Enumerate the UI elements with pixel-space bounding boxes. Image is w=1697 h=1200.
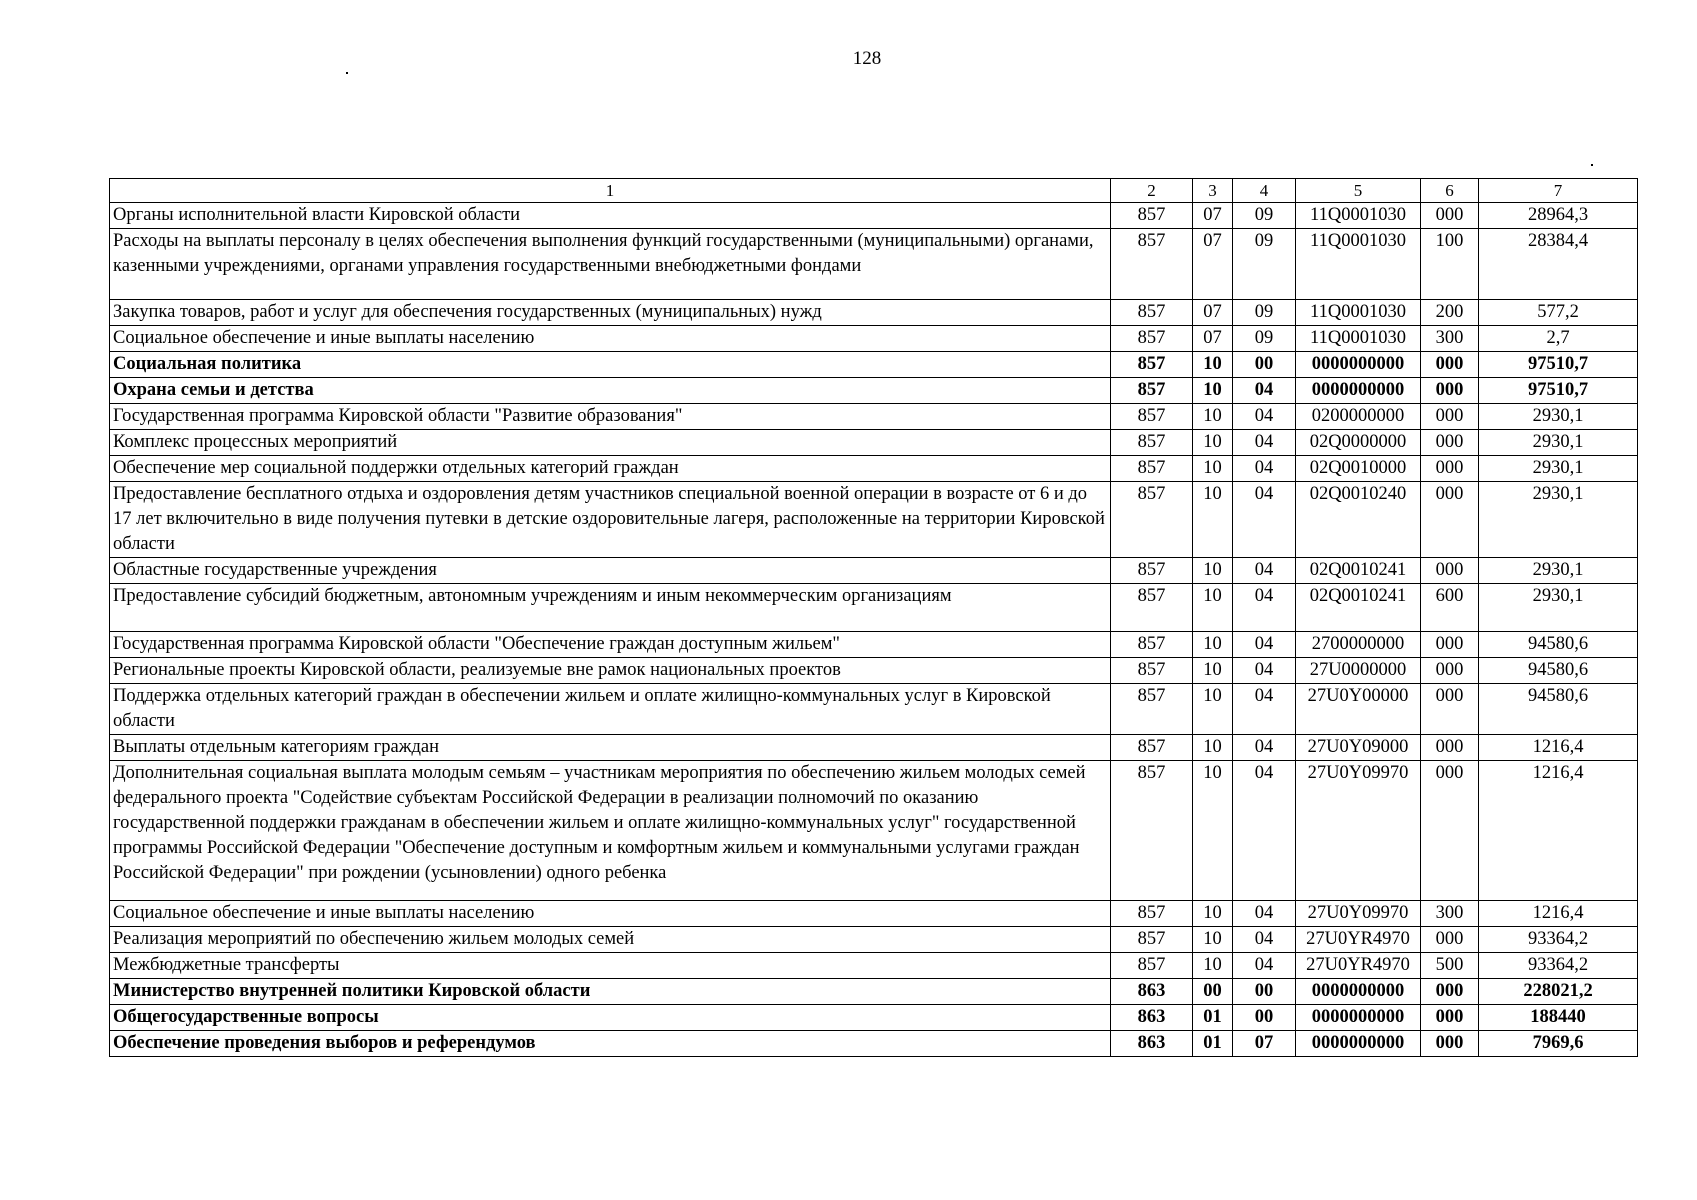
row-code-admin: 863 xyxy=(1111,1005,1193,1031)
row-code-section: 07 xyxy=(1193,203,1233,229)
row-code-target: 0000000000 xyxy=(1296,352,1421,378)
table-row xyxy=(110,378,1638,404)
row-name: Выплаты отдельным категориям граждан xyxy=(110,735,1111,761)
table-row xyxy=(110,735,1638,761)
row-code-expense-type: 300 xyxy=(1421,901,1479,927)
header-cell: 3 xyxy=(1193,179,1233,203)
row-amount: 2930,1 xyxy=(1479,584,1638,632)
table-row xyxy=(110,979,1638,1005)
row-code-subsection: 00 xyxy=(1233,979,1296,1005)
row-name: Закупка товаров, работ и услуг для обеспечения государственных (муниципальных) нужд xyxy=(110,300,1111,326)
row-code-admin: 857 xyxy=(1111,404,1193,430)
row-name: Межбюджетные трансферты xyxy=(110,953,1111,979)
row-amount: 1216,4 xyxy=(1479,735,1638,761)
row-amount: 188440 xyxy=(1479,1005,1638,1031)
row-code-section: 01 xyxy=(1193,1005,1233,1031)
row-name: Государственная программа Кировской области "Обеспечение граждан доступным жильем" xyxy=(110,632,1111,658)
table-row xyxy=(110,558,1638,584)
row-amount: 2930,1 xyxy=(1479,482,1638,558)
row-code-subsection: 04 xyxy=(1233,901,1296,927)
row-code-subsection: 04 xyxy=(1233,404,1296,430)
row-code-target: 02Q0010240 xyxy=(1296,482,1421,558)
row-code-expense-type: 000 xyxy=(1421,735,1479,761)
table-row xyxy=(110,684,1638,735)
table-body xyxy=(110,203,1638,1057)
row-name: Региональные проекты Кировской области, реализуемые вне рамок национальных проектов xyxy=(110,658,1111,684)
row-amount: 28964,3 xyxy=(1479,203,1638,229)
table-row xyxy=(110,1005,1638,1031)
row-code-admin: 857 xyxy=(1111,300,1193,326)
row-code-expense-type: 000 xyxy=(1421,1031,1479,1057)
row-code-subsection: 04 xyxy=(1233,632,1296,658)
row-code-expense-type: 000 xyxy=(1421,352,1479,378)
header-cell: 4 xyxy=(1233,179,1296,203)
row-code-admin: 857 xyxy=(1111,558,1193,584)
row-amount: 7969,6 xyxy=(1479,1031,1638,1057)
table-row xyxy=(110,927,1638,953)
budget-table xyxy=(109,178,1638,1057)
row-code-admin: 857 xyxy=(1111,352,1193,378)
row-code-admin: 857 xyxy=(1111,584,1193,632)
row-code-expense-type: 000 xyxy=(1421,378,1479,404)
row-code-admin: 857 xyxy=(1111,430,1193,456)
table-row xyxy=(110,953,1638,979)
row-code-section: 10 xyxy=(1193,684,1233,735)
row-amount: 93364,2 xyxy=(1479,927,1638,953)
row-code-section: 07 xyxy=(1193,300,1233,326)
row-amount: 93364,2 xyxy=(1479,953,1638,979)
row-amount: 97510,7 xyxy=(1479,352,1638,378)
row-code-subsection: 04 xyxy=(1233,684,1296,735)
row-code-subsection: 04 xyxy=(1233,482,1296,558)
row-code-expense-type: 000 xyxy=(1421,558,1479,584)
row-code-section: 10 xyxy=(1193,456,1233,482)
scan-speck xyxy=(346,72,348,74)
row-code-subsection: 04 xyxy=(1233,953,1296,979)
row-code-target: 0000000000 xyxy=(1296,1031,1421,1057)
row-name: Министерство внутренней политики Кировской области xyxy=(110,979,1111,1005)
row-code-expense-type: 200 xyxy=(1421,300,1479,326)
row-amount: 1216,4 xyxy=(1479,901,1638,927)
header-cell: 2 xyxy=(1111,179,1193,203)
row-name: Социальное обеспечение и иные выплаты населению xyxy=(110,326,1111,352)
row-amount: 2930,1 xyxy=(1479,430,1638,456)
row-code-section: 07 xyxy=(1193,229,1233,300)
row-code-subsection: 09 xyxy=(1233,203,1296,229)
row-code-section: 10 xyxy=(1193,901,1233,927)
row-code-expense-type: 000 xyxy=(1421,927,1479,953)
row-code-target: 0200000000 xyxy=(1296,404,1421,430)
row-name: Охрана семьи и детства xyxy=(110,378,1111,404)
row-name: Социальное обеспечение и иные выплаты населению xyxy=(110,901,1111,927)
row-code-expense-type: 000 xyxy=(1421,684,1479,735)
scan-speck xyxy=(1591,164,1593,166)
header-cell: 1 xyxy=(110,179,1111,203)
row-code-section: 10 xyxy=(1193,761,1233,901)
row-code-admin: 863 xyxy=(1111,979,1193,1005)
row-name: Комплекс процессных мероприятий xyxy=(110,430,1111,456)
row-code-target: 11Q0001030 xyxy=(1296,300,1421,326)
row-amount: 228021,2 xyxy=(1479,979,1638,1005)
row-code-expense-type: 100 xyxy=(1421,229,1479,300)
row-code-target: 27U0YR4970 xyxy=(1296,927,1421,953)
header-cell: 5 xyxy=(1296,179,1421,203)
table-row xyxy=(110,404,1638,430)
header-cell: 7 xyxy=(1479,179,1638,203)
table-row xyxy=(110,761,1638,901)
row-code-section: 00 xyxy=(1193,979,1233,1005)
row-code-expense-type: 000 xyxy=(1421,456,1479,482)
row-name: Общегосударственные вопросы xyxy=(110,1005,1111,1031)
row-code-target: 2700000000 xyxy=(1296,632,1421,658)
row-code-target: 0000000000 xyxy=(1296,979,1421,1005)
table-row xyxy=(110,326,1638,352)
row-name: Поддержка отдельных категорий граждан в обеспечении жильем и оплате жилищно-коммунальных услуг в Кировской области xyxy=(110,684,1111,735)
row-code-target: 27U0000000 xyxy=(1296,658,1421,684)
row-code-admin: 857 xyxy=(1111,229,1193,300)
row-code-target: 27U0Y00000 xyxy=(1296,684,1421,735)
row-code-admin: 857 xyxy=(1111,953,1193,979)
row-code-admin: 857 xyxy=(1111,684,1193,735)
table-row xyxy=(110,352,1638,378)
row-name: Обеспечение проведения выборов и референдумов xyxy=(110,1031,1111,1057)
row-amount: 2930,1 xyxy=(1479,558,1638,584)
row-name: Предоставление субсидий бюджетным, автономным учреждениям и иным некоммерческим организациям xyxy=(110,584,1111,632)
row-code-target: 11Q0001030 xyxy=(1296,326,1421,352)
row-code-expense-type: 000 xyxy=(1421,979,1479,1005)
row-name: Органы исполнительной власти Кировской области xyxy=(110,203,1111,229)
row-code-section: 10 xyxy=(1193,558,1233,584)
row-name: Социальная политика xyxy=(110,352,1111,378)
row-amount: 94580,6 xyxy=(1479,658,1638,684)
row-name: Дополнительная социальная выплата молодым семьям – участникам мероприятия по обеспечению жильем молодых семей федерального проекта "Содействие субъектам Российской Федерации в реализации полномочий по оказанию государственной поддержки гражданам в обеспечении жильем и оплате жилищно-коммунальных услуг" государственной программы Российской Федерации "Обеспечение доступным и комфортным жильем и коммунальными услугами граждан Российской Федерации" при рождении (усыновлении) одного ребенка xyxy=(110,761,1111,901)
row-code-subsection: 04 xyxy=(1233,378,1296,404)
row-code-subsection: 04 xyxy=(1233,658,1296,684)
row-code-expense-type: 000 xyxy=(1421,203,1479,229)
table-row xyxy=(110,901,1638,927)
row-name: Предоставление бесплатного отдыха и оздоровления детям участников специальной военной операции в возрасте от 6 и до 17 лет включительно в виде получения путевки в детские оздоровительные лагеря, расположенные на территории Кировской области xyxy=(110,482,1111,558)
row-name: Государственная программа Кировской области "Развитие образования" xyxy=(110,404,1111,430)
row-amount: 28384,4 xyxy=(1479,229,1638,300)
table-row xyxy=(110,456,1638,482)
row-code-expense-type: 000 xyxy=(1421,404,1479,430)
row-code-subsection: 04 xyxy=(1233,761,1296,901)
row-code-subsection: 04 xyxy=(1233,735,1296,761)
row-amount: 2930,1 xyxy=(1479,456,1638,482)
table-row xyxy=(110,300,1638,326)
table-row xyxy=(110,632,1638,658)
row-code-target: 0000000000 xyxy=(1296,1005,1421,1031)
row-name: Обеспечение мер социальной поддержки отдельных категорий граждан xyxy=(110,456,1111,482)
row-code-section: 01 xyxy=(1193,1031,1233,1057)
row-amount: 1216,4 xyxy=(1479,761,1638,901)
row-amount: 97510,7 xyxy=(1479,378,1638,404)
row-code-expense-type: 000 xyxy=(1421,761,1479,901)
row-code-target: 02Q0010241 xyxy=(1296,584,1421,632)
row-code-expense-type: 000 xyxy=(1421,482,1479,558)
row-code-subsection: 04 xyxy=(1233,584,1296,632)
row-code-expense-type: 000 xyxy=(1421,430,1479,456)
row-code-section: 10 xyxy=(1193,632,1233,658)
row-code-admin: 857 xyxy=(1111,203,1193,229)
row-code-target: 11Q0001030 xyxy=(1296,229,1421,300)
row-code-subsection: 04 xyxy=(1233,927,1296,953)
row-amount: 2,7 xyxy=(1479,326,1638,352)
row-code-target: 02Q0010000 xyxy=(1296,456,1421,482)
row-amount: 2930,1 xyxy=(1479,404,1638,430)
row-amount: 94580,6 xyxy=(1479,632,1638,658)
table-header xyxy=(110,179,1638,203)
row-code-admin: 857 xyxy=(1111,761,1193,901)
row-code-subsection: 09 xyxy=(1233,229,1296,300)
row-code-section: 10 xyxy=(1193,378,1233,404)
row-code-expense-type: 000 xyxy=(1421,1005,1479,1031)
row-code-section: 10 xyxy=(1193,658,1233,684)
row-code-admin: 863 xyxy=(1111,1031,1193,1057)
row-code-admin: 857 xyxy=(1111,632,1193,658)
table-row xyxy=(110,658,1638,684)
row-code-admin: 857 xyxy=(1111,378,1193,404)
row-code-section: 10 xyxy=(1193,735,1233,761)
row-name: Реализация мероприятий по обеспечению жильем молодых семей xyxy=(110,927,1111,953)
row-code-target: 27U0Y09000 xyxy=(1296,735,1421,761)
row-code-expense-type: 000 xyxy=(1421,658,1479,684)
table-row xyxy=(110,229,1638,300)
row-code-admin: 857 xyxy=(1111,735,1193,761)
row-code-target: 11Q0001030 xyxy=(1296,203,1421,229)
row-code-expense-type: 300 xyxy=(1421,326,1479,352)
page-number: 128 xyxy=(852,48,882,69)
row-code-section: 10 xyxy=(1193,404,1233,430)
row-code-target: 27U0Y09970 xyxy=(1296,901,1421,927)
row-code-subsection: 00 xyxy=(1233,1005,1296,1031)
row-code-subsection: 04 xyxy=(1233,456,1296,482)
row-code-subsection: 04 xyxy=(1233,430,1296,456)
row-code-expense-type: 000 xyxy=(1421,632,1479,658)
row-code-target: 0000000000 xyxy=(1296,378,1421,404)
row-code-subsection: 04 xyxy=(1233,558,1296,584)
row-code-section: 10 xyxy=(1193,584,1233,632)
table-row xyxy=(110,482,1638,558)
table-row xyxy=(110,584,1638,632)
row-code-target: 02Q0000000 xyxy=(1296,430,1421,456)
header-row xyxy=(110,179,1638,203)
row-code-subsection: 00 xyxy=(1233,352,1296,378)
row-code-expense-type: 500 xyxy=(1421,953,1479,979)
header-cell: 6 xyxy=(1421,179,1479,203)
row-amount: 94580,6 xyxy=(1479,684,1638,735)
table-row xyxy=(110,203,1638,229)
row-name: Областные государственные учреждения xyxy=(110,558,1111,584)
row-name: Расходы на выплаты персоналу в целях обеспечения выполнения функций государственными (муниципальными) органами, казенными учреждениями, органами управления государственными внебюджетными фондами xyxy=(110,229,1111,300)
row-code-admin: 857 xyxy=(1111,901,1193,927)
row-code-subsection: 07 xyxy=(1233,1031,1296,1057)
row-code-target: 27U0Y09970 xyxy=(1296,761,1421,901)
row-code-target: 27U0YR4970 xyxy=(1296,953,1421,979)
row-code-subsection: 09 xyxy=(1233,326,1296,352)
row-code-admin: 857 xyxy=(1111,658,1193,684)
row-code-subsection: 09 xyxy=(1233,300,1296,326)
row-code-admin: 857 xyxy=(1111,456,1193,482)
row-code-section: 10 xyxy=(1193,927,1233,953)
row-code-section: 07 xyxy=(1193,326,1233,352)
row-code-admin: 857 xyxy=(1111,326,1193,352)
row-code-section: 10 xyxy=(1193,953,1233,979)
table-row xyxy=(110,1031,1638,1057)
row-code-section: 10 xyxy=(1193,352,1233,378)
row-code-admin: 857 xyxy=(1111,482,1193,558)
row-amount: 577,2 xyxy=(1479,300,1638,326)
table-row xyxy=(110,430,1638,456)
row-code-expense-type: 600 xyxy=(1421,584,1479,632)
row-code-section: 10 xyxy=(1193,482,1233,558)
row-code-section: 10 xyxy=(1193,430,1233,456)
row-code-target: 02Q0010241 xyxy=(1296,558,1421,584)
row-code-admin: 857 xyxy=(1111,927,1193,953)
